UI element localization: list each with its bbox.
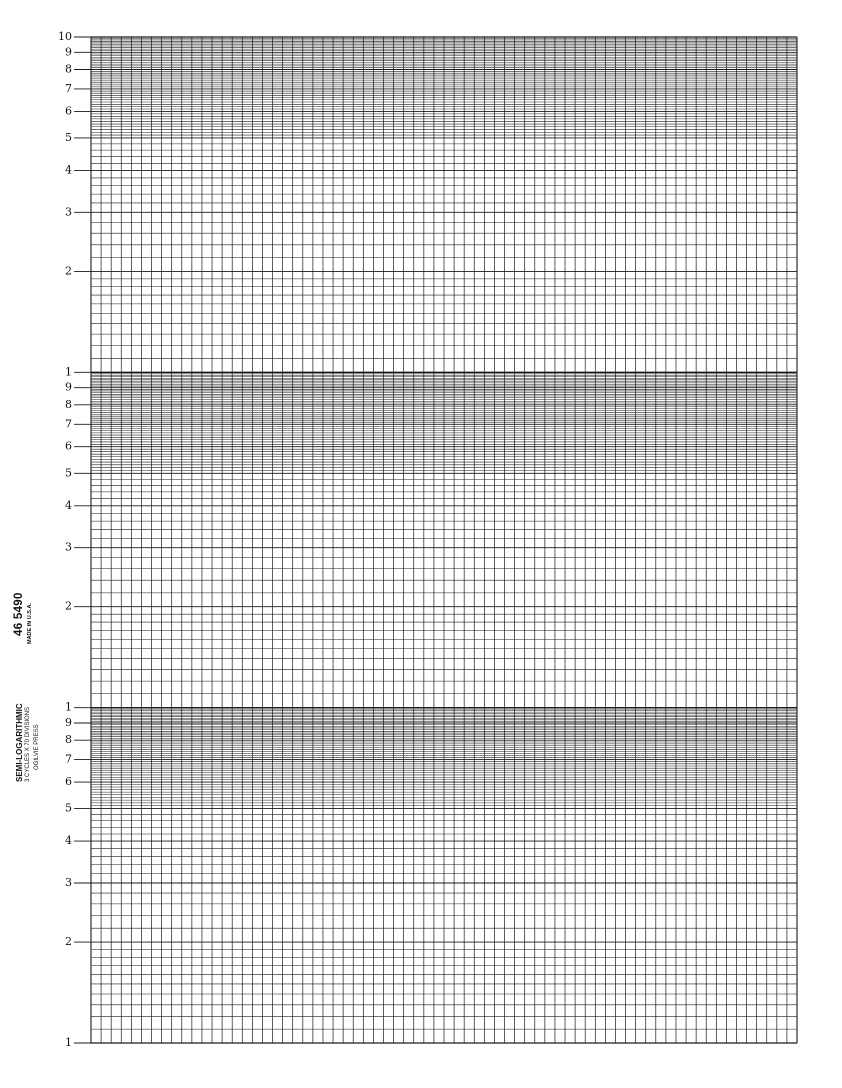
axis-tick-label: 2 [65,935,72,949]
axis-tick-label: 8 [65,62,72,76]
axis-tick-label: 7 [65,752,72,766]
axis-tick-label: 4 [65,498,72,512]
axis-tick-label: 3 [65,540,72,554]
axis-tick-label: 8 [65,733,72,747]
axis-tick-label: 5 [65,130,72,144]
axis-tick-label: 2 [65,264,72,278]
axis-tick-label: 9 [65,716,72,730]
axis-tick-label: 9 [65,380,72,394]
axis-tick-label: 8 [65,397,72,411]
axis-tick-label: 1 [65,365,72,379]
axis-tick-label: 1 [65,700,72,714]
axis-tick-label: 6 [65,439,72,453]
paper-type-label: SEMI-LOGARITHMIC [15,703,24,782]
axis-tick-label: 9 [65,45,72,59]
axis-tick-label: 5 [65,801,72,815]
axis-tick-label: 7 [65,417,72,431]
axis-tick-label: 7 [65,81,72,95]
axis-tick-label: 6 [65,775,72,789]
origin-label: MADE IN U.S.A. [27,603,33,644]
axis-tick-label: 5 [65,466,72,480]
catalog-number: 46 5490 [13,592,25,636]
axis-tick-label: 3 [65,876,72,890]
axis-tick-label: 6 [65,104,72,118]
axis-tick-label: 4 [65,834,72,848]
axis-tick-label: 4 [65,163,72,177]
axis-tick-label: 2 [65,599,72,613]
axis-tick-label: 1 [65,1036,72,1049]
axis-tick-label: 3 [65,205,72,219]
publisher-label: OGILVIE PRESS [34,724,40,770]
ruling-label: 3 CYCLES X 70 DIVISIONS [25,706,31,782]
axis-tick-label: 10 [58,30,72,43]
